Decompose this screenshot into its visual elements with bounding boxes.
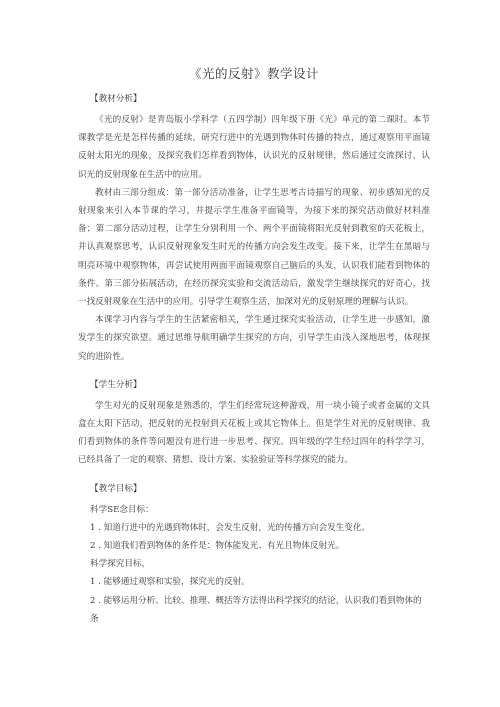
goal-group-label: 科学探究目标， [90, 559, 151, 570]
paragraph: 学生对光的反射现象是熟悉的，学生们经常玩这种游戏，用一块小镜子或者金属的文具盒在太阳下活动，把反射的光投射到天花板上或其它物体上。但是学生对光的反射规律、我们看到物体的条件等问题没有进行进一步思考、探究。四年级的学生经过四年的科学学习，已经具备了一定的观察、猜想、设计方案、实验验证等科学探究的能力。 [78, 400, 430, 466]
document-title: 《光的反射》教学设计 [188, 66, 319, 81]
paragraph: 《光的反射》是青岛版小学科学（五四学制）四年级下册《光》单元的第二课时。本节课教学是光是怎样传播的延续，研究行进中的光遇到物体时传播的特点，通过观察用平面镜反射太阳光的现象，及探究我们怎样看到物体，认识光的反射规律，然后通过交流探讨，认识光的反射现象在生活中的应用。 [78, 115, 430, 180]
paragraph: 教材由三部分组成：第一部分活动准备，让学生思考古诗描写的现象、初步感知光的反射现象来引入本节课的学习，并提示学生准备平面镜等，为接下来的探究活动做好材料准备；第二部分活动过程，让学生分别利用一个、两个平面镜将阳光反射到教室的天花板上，并认真观察思考，认识反射现象发生时光的传播方向会发生改变。接下来，让学生在黑暗与明亮环境中观察物体，再尝试使用两面平面镜观察自己脑后的头发，认识我们能看到物体的条件。第三部分拓展活动，在经历探究实验和交流活动后，激发学生继续探究的好奇心，找一找反射现象在生活中的应用。引导学生观察生活，加深对光的反射原理的理解与认识。 [78, 187, 430, 308]
section-heading-goals: 【教学目标】 [90, 483, 142, 494]
goal-item: 1 . 知道行进中的光遇到物体时，会发生反射，光的传播方向会发生变化。 [90, 522, 371, 533]
paragraph: 本课学习内容与学生的生活紧密相关，学生通过探究实验活动，让学生进一步感知，激发学生的探究欲望。通过思维导航明确学生探究的方向，引导学生由浅入深地思考，体现探究的进阶性。 [78, 315, 430, 362]
goal-item: 2 . 知道我们看到物体的条件是：物体能发光、有光且物体反射光。 [90, 541, 345, 552]
goal-item: 1 . 能够通过观察和实验，探究光的反射。 [90, 577, 250, 588]
section-heading-materials: 【教材分析】 [90, 94, 142, 104]
goal-group-label: 科学SE念目标： [90, 504, 154, 515]
section-heading-students: 【学生分析】 [90, 379, 142, 390]
goal-item: 2 . 能够运用分析、比较、推理、概括等方法得出科学探究的结论，认识我们看到物体的条 [90, 595, 422, 624]
